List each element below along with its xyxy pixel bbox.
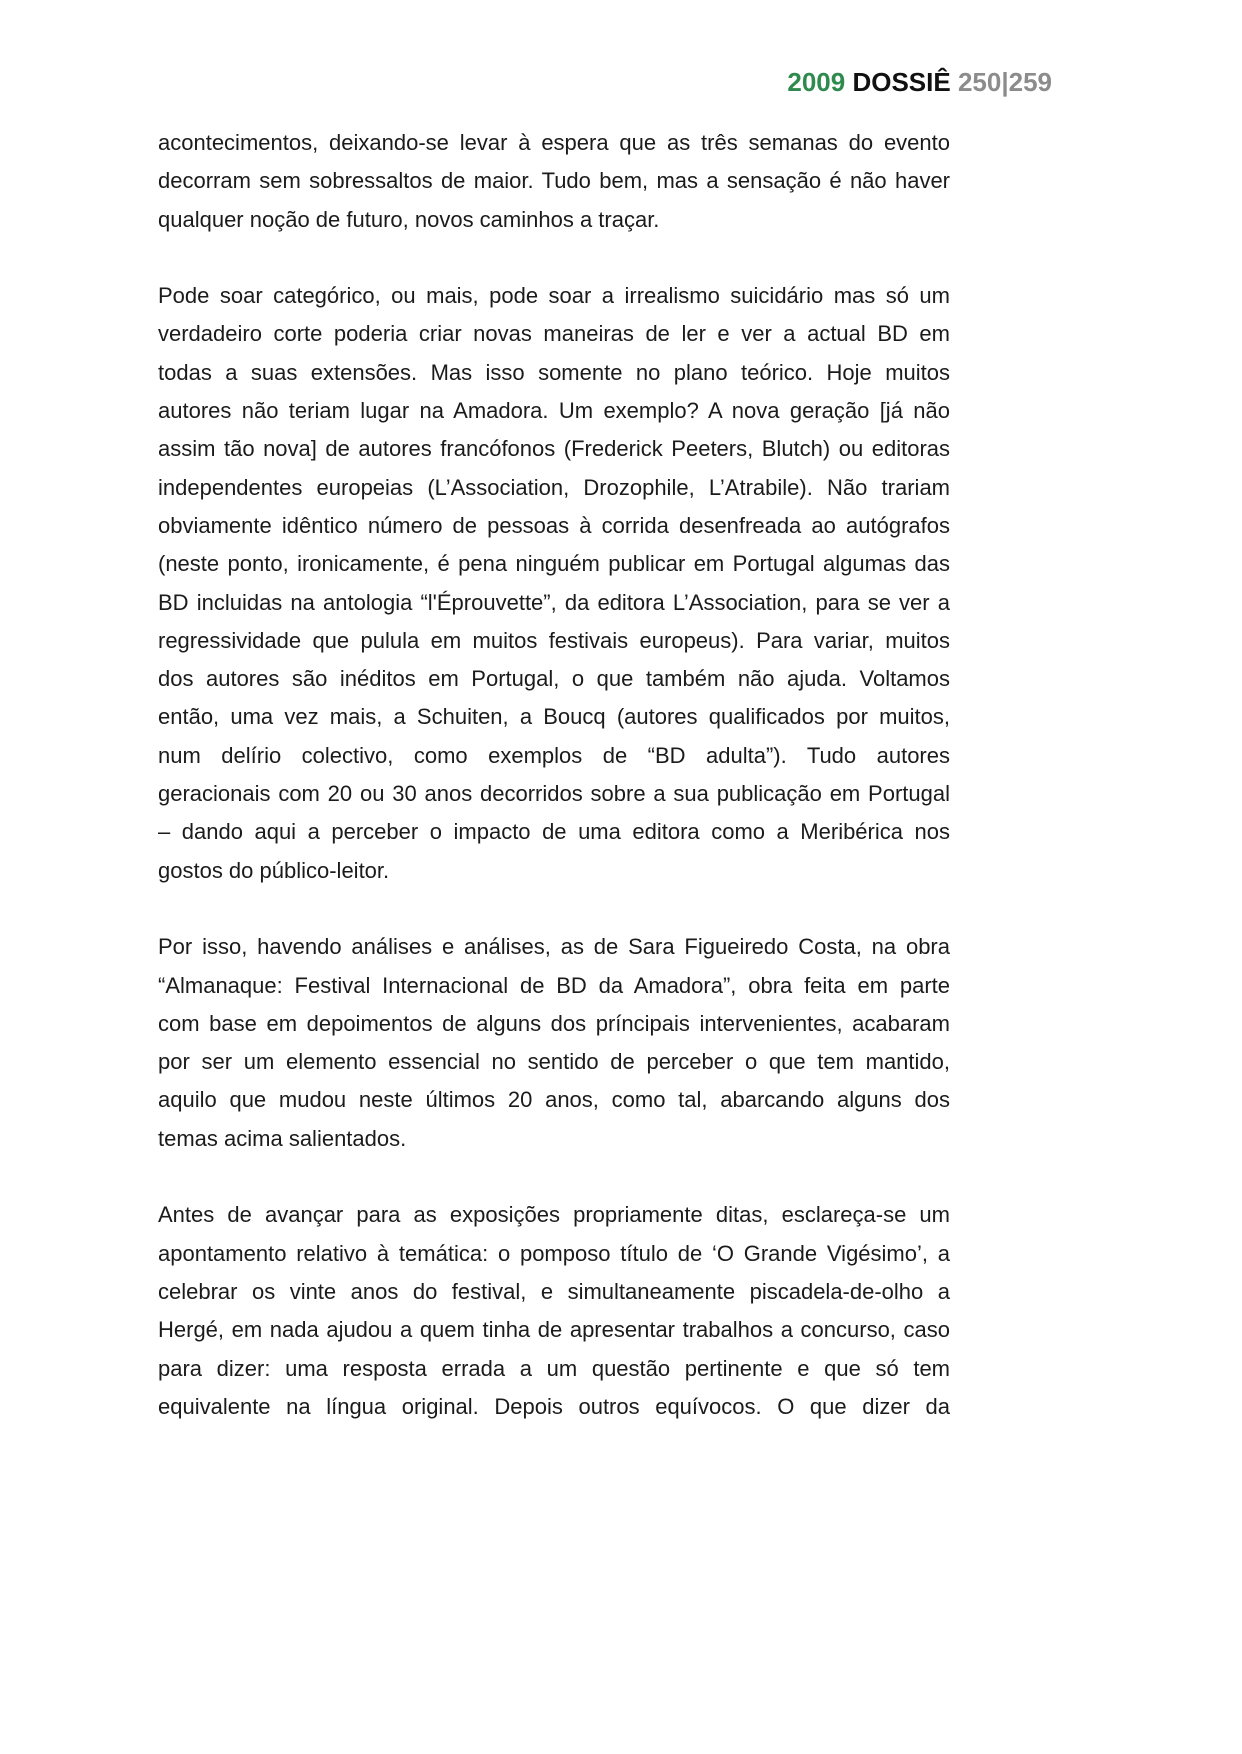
text-line: autores não teriam lugar na Amadora. Um exemplo? A nova geração [já não: [158, 398, 950, 424]
text-line: obviamente idêntico número de pessoas à corrida desenfreada ao autógrafos: [158, 512, 950, 538]
text-line: “Almanaque: Festival Internacional de BD da Amadora”, obra feita em parte: [158, 972, 950, 998]
text-line: regressividade que pulula em muitos festivais europeus). Para variar, muitos: [158, 627, 950, 653]
text-line: Por isso, havendo análises e análises, as de Sara Figueiredo Costa, na obra: [158, 934, 950, 960]
text-line: para dizer: uma resposta errada a um questão pertinente e que só tem: [158, 1355, 950, 1381]
text-line: apontamento relativo à temática: o pomposo título de ‘O Grande Vigésimo’, a: [158, 1240, 950, 1266]
text-line: (neste ponto, ironicamente, é pena ninguém publicar em Portugal algumas das: [158, 551, 950, 577]
text-line: Hergé, em nada ajudou a quem tinha de apresentar trabalhos a concurso, caso: [158, 1317, 950, 1343]
text-line: gostos do público-leitor.: [158, 857, 390, 883]
article-body: [158, 124, 950, 1464]
text-line: aquilo que mudou neste últimos 20 anos, como tal, abarcando alguns dos: [158, 1087, 950, 1113]
paragraph-4: [158, 1196, 950, 1426]
text-line: BD incluidas na antologia “l'Éprouvette”, da editora L’Association, para se ver a: [158, 589, 950, 615]
text-line: todas a suas extensões. Mas isso somente no plano teórico. Hoje muitos: [158, 359, 950, 385]
text-line: Pode soar categórico, ou mais, pode soar a irrealismo suicidário mas só um: [158, 283, 950, 309]
header-year: 2009: [787, 67, 846, 97]
text-line: Antes de avançar para as exposições propriamente ditas, esclareça-se um: [158, 1202, 950, 1228]
running-header: [787, 66, 1052, 98]
paragraph-2: [158, 277, 950, 890]
text-line: decorram sem sobressaltos de maior. Tudo bem, mas a sensação é não haver: [158, 168, 950, 194]
text-line: qualquer noção de futuro, novos caminhos a traçar.: [158, 206, 660, 232]
text-line: com base em depoimentos de alguns dos príncipais intervenientes, acabaram: [158, 1010, 950, 1036]
text-line: independentes europeias (L’Association, Drozophile, L’Atrabile). Não trariam: [158, 474, 950, 500]
header-page-range: 250|259: [957, 67, 1052, 97]
header-section-title: DOSSIÊ: [852, 67, 951, 97]
text-line: geracionais com 20 ou 30 anos decorridos sobre a sua publicação em Portugal: [158, 781, 950, 807]
text-line: equivalente na língua original. Depois outros equívocos. O que dizer da: [158, 1393, 950, 1419]
text-line: dos autores são inéditos em Portugal, o que também não ajuda. Voltamos: [158, 666, 950, 692]
text-line: por ser um elemento essencial no sentido de perceber o que tem mantido,: [158, 1049, 950, 1075]
text-line: – dando aqui a perceber o impacto de uma editora como a Meribérica nos: [158, 819, 950, 845]
text-line: celebrar os vinte anos do festival, e simultaneamente piscadela-de-olho a: [158, 1278, 950, 1304]
text-line: então, uma vez mais, a Schuiten, a Boucq (autores qualificados por muitos,: [158, 704, 950, 730]
text-line: num delírio colectivo, como exemplos de “BD adulta”). Tudo autores: [158, 742, 950, 768]
paragraph-1: [158, 124, 950, 239]
text-line: acontecimentos, deixando-se levar à espera que as três semanas do evento: [158, 130, 950, 155]
paragraph-3: [158, 928, 950, 1158]
text-line: assim tão nova] de autores francófonos (Frederick Peeters, Blutch) ou editoras: [158, 436, 950, 462]
text-line: verdadeiro corte poderia criar novas maneiras de ler e ver a actual BD em: [158, 321, 950, 347]
text-line: temas acima salientados.: [158, 1125, 407, 1151]
